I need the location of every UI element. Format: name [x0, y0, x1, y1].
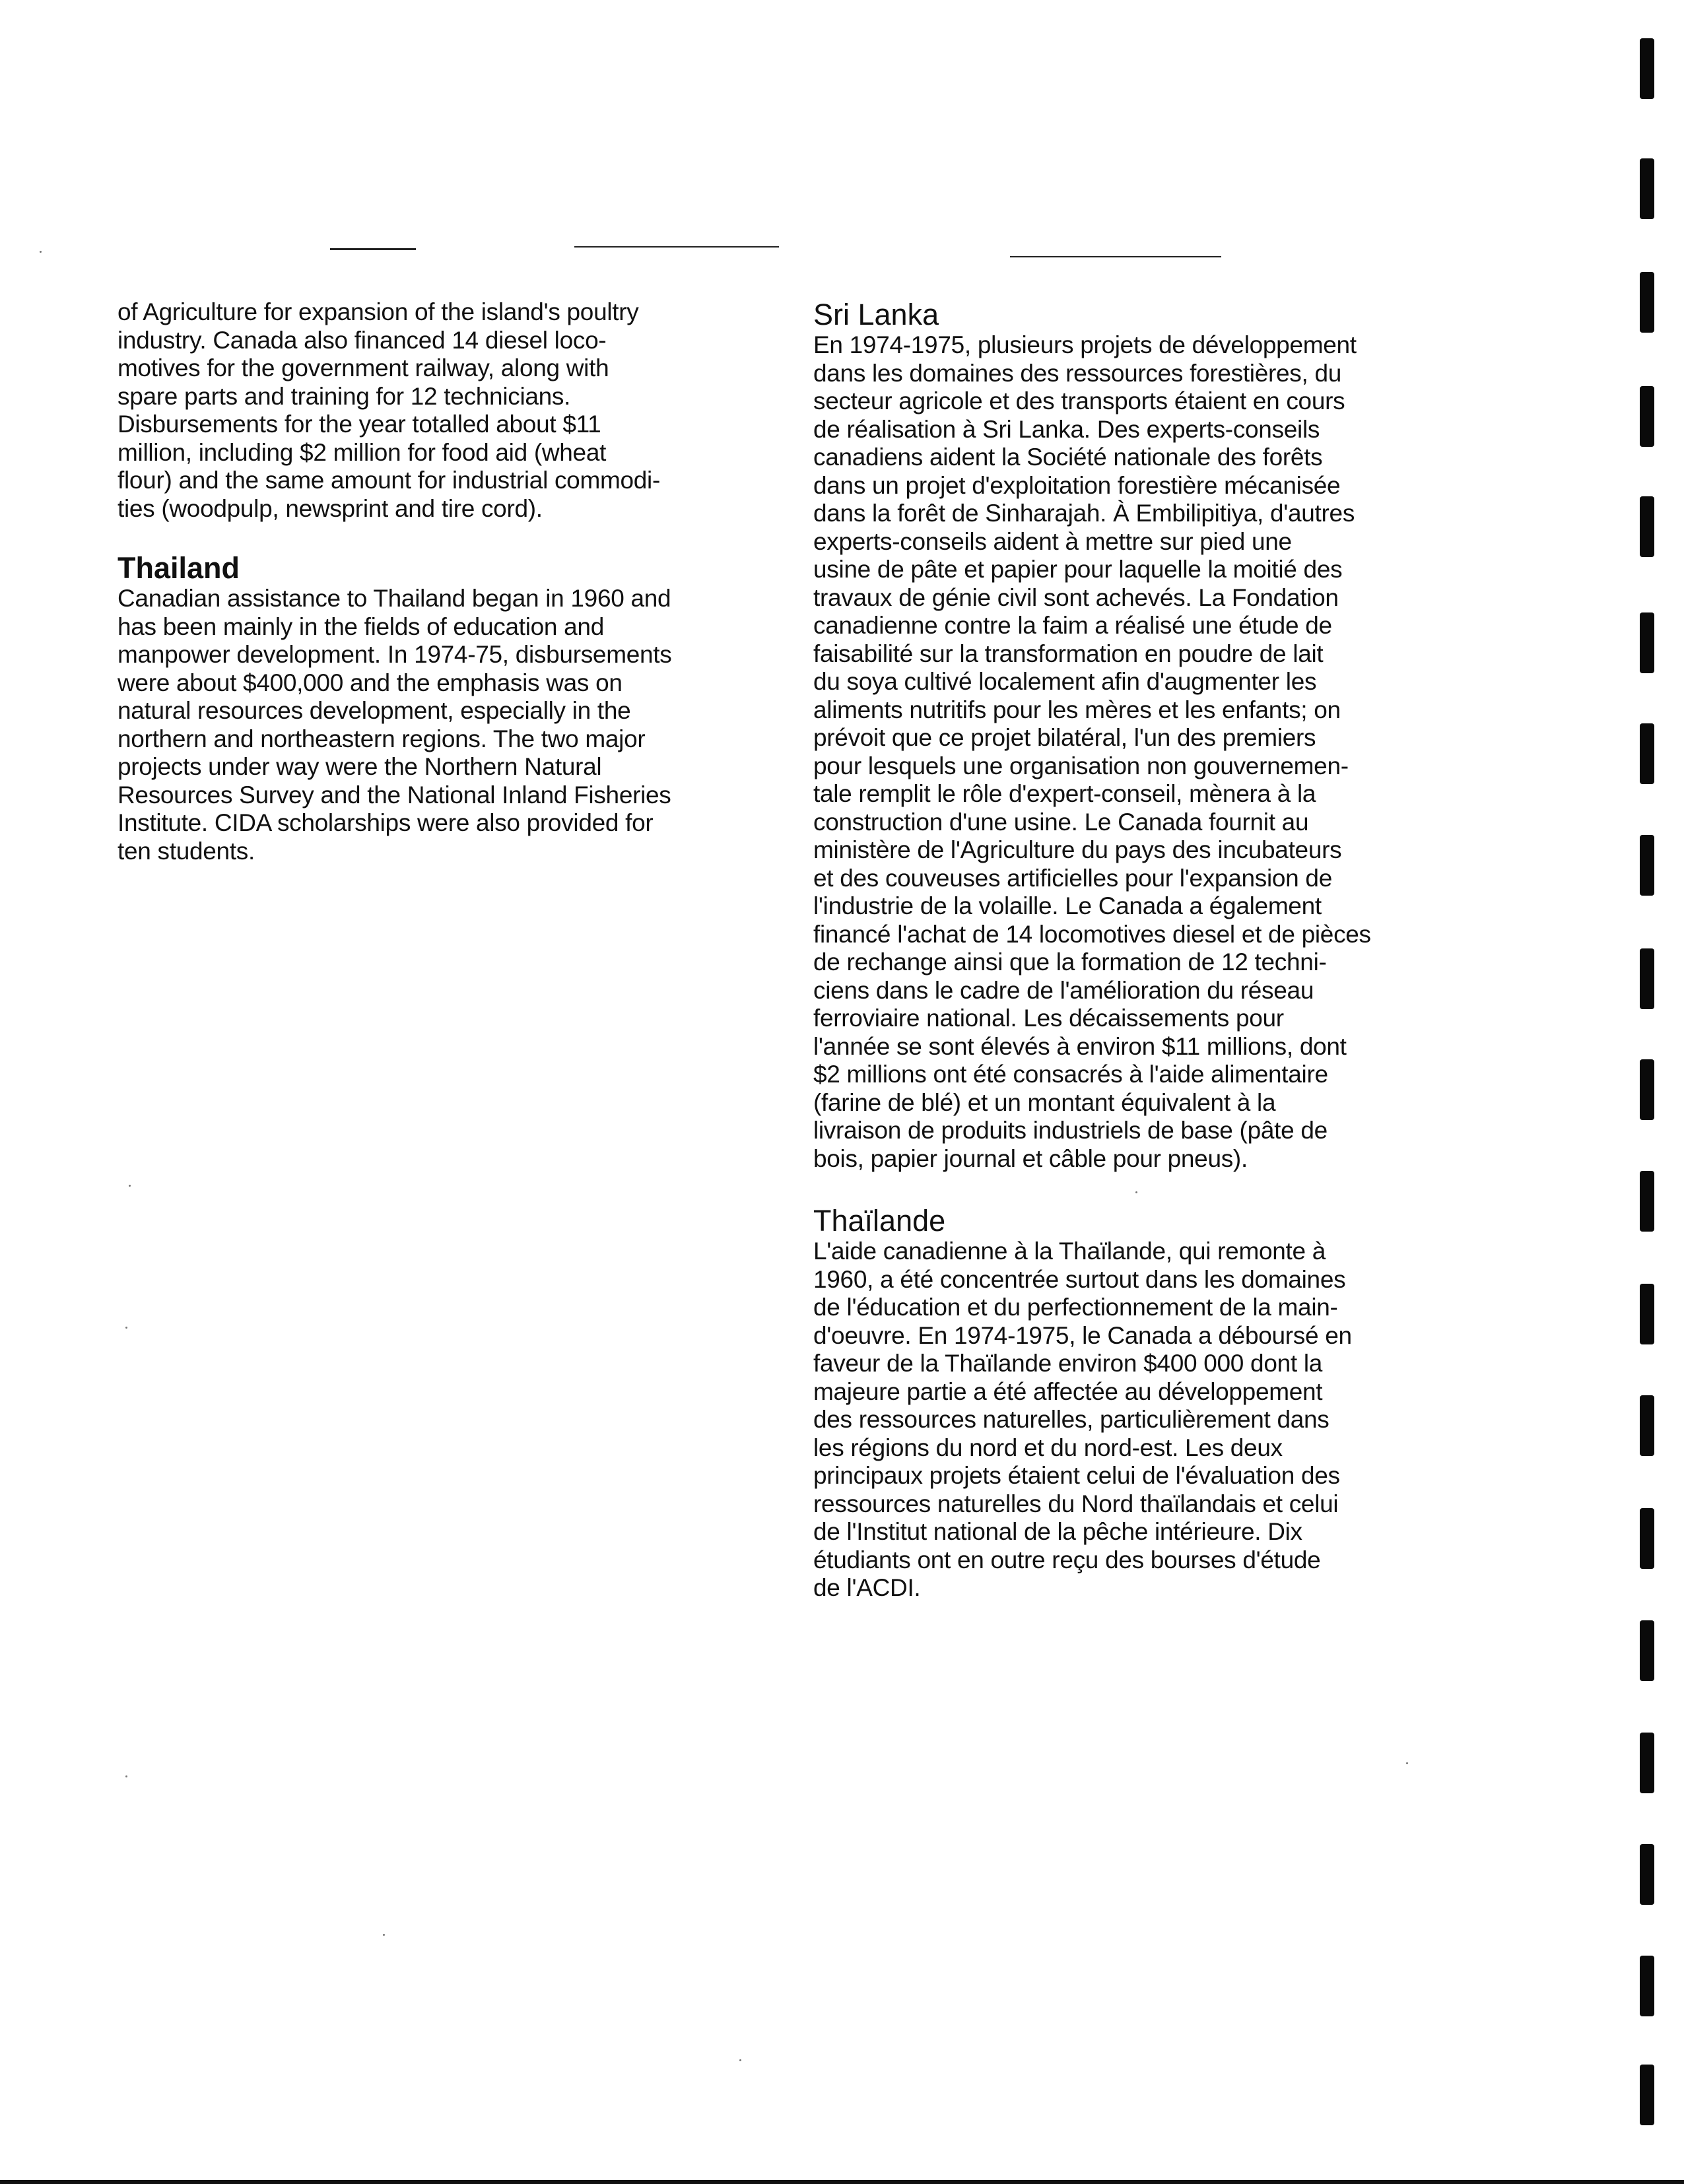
thailand-body: Canadian assistance to Thailand began in 1960 and has been mainly in the fields of education and manpower development. In 1974-75, disbursements were about $400,000 and the emphasis was on natural resources development, especially in the northern and northeastern regions. The two major projects under way were the Northern Natural Resources Survey and the National Inland Fisheries Institute. CIDA scholarships were also provided for ten students. [118, 585, 672, 865]
binding-hole-mark [1640, 2065, 1654, 2125]
binding-strip [1634, 0, 1667, 2184]
thailande-heading: Thaïlande [813, 1204, 946, 1238]
binding-hole-mark [1640, 386, 1654, 447]
top-rule-left [330, 248, 416, 250]
scan-speck [383, 1934, 385, 1936]
sri-lanka-section [813, 298, 1493, 1173]
bottom-edge-line [0, 2180, 1684, 2184]
scan-speck [739, 2059, 741, 2061]
binding-hole-mark [1640, 1395, 1654, 1456]
binding-hole-mark [1640, 496, 1654, 557]
scan-speck [125, 1327, 127, 1329]
english-column [118, 298, 784, 865]
top-rule-right [1010, 256, 1221, 257]
binding-hole-mark [1640, 1059, 1654, 1120]
binding-hole-mark [1640, 1284, 1654, 1344]
sri-lanka-body: En 1974-1975, plusieurs projets de développement dans les domaines des ressources forestières, du secteur agricole et des transports étaient en cours de réalisation à Sri Lanka. Des experts-conseils canadiens aident la Société nationale des forêts dans un projet d'exploitation forestière mécanisée dans la forêt de Sinharajah. À Embilipitiya, d'autres experts-conseils aident à mettre sur pied une usine de pâte et papier pour laquelle la moitié des travaux de génie civil sont achevés. La Fondation canadienne contre la faim a réalisé une étude de faisabilité sur la transformation en poudre de lait du soya cultivé localement afin d'augmenter les aliments nutritifs pour les mères et les enfants; on prévoit que ce projet bilatéral, l'un des premiers pour lesquels une organisation non gouvernemen- tale remplit le rôle d'expert-conseil, mènera à la construction d'une usine. Le Canada fournit au ministère de l'Agriculture du pays des incubateurs et des couveuses artificielles pour l'expansion de l'industrie de la volaille. Le Canada a également financé l'achat de 14 locomotives diesel et de pièces de rechange ainsi que la formation de 12 techni- ciens dans le cadre de l'amélioration du réseau ferroviaire national. Les décaissements pour l'année se sont élevés à environ $11 millions, dont $2 millions ont été consacrés à l'aide alimentaire (farine de blé) et un montant équivalent à la livraison de produits industriels de base (pâte de bois, papier journal et câble pour pneus). [813, 331, 1371, 1172]
scan-speck [125, 1775, 127, 1777]
binding-hole-mark [1640, 158, 1654, 219]
top-rule-center [574, 246, 779, 248]
binding-hole-mark [1640, 835, 1654, 896]
binding-hole-mark [1640, 1844, 1654, 1905]
sri-lanka-heading: Sri Lanka [813, 298, 939, 331]
thailand-section [118, 552, 784, 865]
binding-hole-mark [1640, 1171, 1654, 1232]
thailande-section [813, 1205, 1493, 1603]
intro-paragraph: of Agriculture for expansion of the island's poultry industry. Canada also financed 14 diesel loco- motives for the government railway, along with spare parts and training for 12 technicians. Disbursements for the year totalled about $11 million, including $2 million for food aid (wheat flour) and the same amount for industrial commodi- ties (woodpulp, newsprint and tire cord). [118, 298, 660, 522]
binding-hole-mark [1640, 1620, 1654, 1681]
binding-hole-mark [1640, 948, 1654, 1009]
binding-hole-mark [1640, 38, 1654, 99]
french-column [813, 298, 1493, 1603]
binding-hole-mark [1640, 1733, 1654, 1793]
binding-hole-mark [1640, 612, 1654, 673]
binding-hole-mark [1640, 1956, 1654, 2016]
scan-speck [40, 251, 42, 253]
binding-hole-mark [1640, 1508, 1654, 1569]
thailand-heading: Thailand [118, 551, 240, 585]
binding-hole-mark [1640, 723, 1654, 784]
scan-speck [1135, 1191, 1137, 1193]
binding-hole-mark [1640, 272, 1654, 333]
thailande-body: L'aide canadienne à la Thaïlande, qui remonte à 1960, a été concentrée surtout dans les domaines de l'éducation et du perfectionnement de la main- d'oeuvre. En 1974-1975, le Canada a déboursé en faveur de la Thaïlande environ $400 000 dont la majeure partie a été affectée au développement des ressources naturelles, particulièrement dans les régions du nord et du nord-est. Les deux principaux projets étaient celui de l'évaluation des ressources naturelles du Nord thaïlandais et celui de l'Institut national de la pêche intérieure. Dix étudiants ont en outre reçu des bourses d'étude de l'ACDI. [813, 1238, 1352, 1601]
scan-speck [129, 1185, 131, 1187]
scan-speck [1406, 1762, 1408, 1764]
